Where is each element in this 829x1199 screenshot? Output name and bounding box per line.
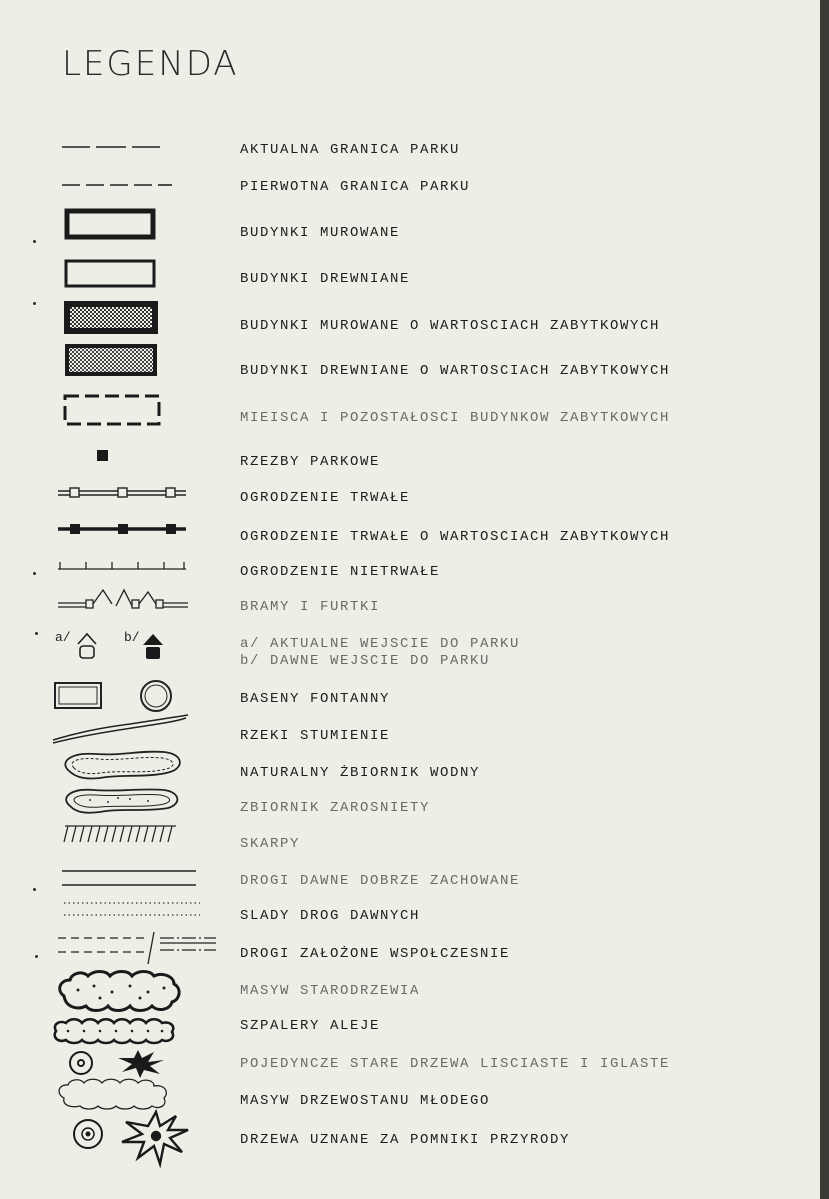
legend-label: OGRODZENIE TRWAŁE [240,490,411,506]
pool-fountain-icon [52,678,178,714]
page-edge-shadow [820,0,829,1199]
monument-trees-icon [66,1106,196,1172]
entrance-a-marker: a/ [55,630,71,645]
hatched-thick-rectangle-icon [64,301,160,335]
legend-label: b/ DAWNE WEJSCIE DO PARKU [240,653,491,669]
river-line-icon [50,712,192,746]
legend-label: BUDYNKI MUROWANE [240,225,401,241]
old-tree-mass-icon [54,968,186,1014]
scan-speck [33,302,36,305]
legend-label: a/ AKTUALNE WEJSCIE DO PARKU [240,636,521,652]
gates-icon [56,584,192,614]
legend-label: SKARPY [240,836,301,852]
legend-label: SZPALERY ALEJE [240,1018,381,1034]
hatched-thin-rectangle-icon [64,343,160,377]
fence-open-squares-icon [56,484,190,502]
dotted-road-icon [60,898,204,922]
overgrown-pond-icon [60,784,184,816]
fence-ticks-icon [56,558,190,574]
scan-speck [35,632,38,635]
dashed-rectangle-icon [62,392,162,428]
dashed-road-icon [56,928,220,968]
fence-filled-squares-icon [56,520,190,538]
legend-label: MASYW DRZEWOSTANU MŁODEGO [240,1093,491,1109]
small-square-icon [95,448,111,464]
scan-speck [35,955,38,958]
legend-title: LEGENDA [62,44,239,84]
legend-label: ZBIORNIK ZAROSNIETY [240,800,431,816]
legend-label: BUDYNKI MUROWANE O WARTOSCIACH ZABYTKOWYCH [240,318,661,334]
thick-rectangle-icon [64,208,158,240]
legend-label: BRAMY I FURTKI [240,599,381,615]
legend-label: NATURALNY ŻBIORNIK WODNY [240,765,481,781]
solid-dash-line-icon [60,140,170,154]
tree-rows-icon [50,1016,180,1046]
current-entrance-arrow-icon [74,630,100,664]
legend-label: AKTUALNA GRANICA PARKU [240,142,461,158]
legend-label: DROGI ZAŁOŻONE WSPOŁCZESNIE [240,946,511,962]
legend-label: OGRODZENIE TRWAŁE O WARTOSCIACH ZABYTKOWYCH [240,529,671,545]
single-trees-icon [66,1046,176,1080]
legend-label: BUDYNKI DREWNIANE O WARTOSCIACH ZABYTKOWYCH [240,363,671,379]
legend-label: BASENY FONTANNY [240,691,391,707]
double-line-road-icon [60,866,200,890]
legend-label: POJEDYNCZE STARE DRZEWA LISCIASTE I IGLASTE [240,1056,671,1072]
scan-speck [33,572,36,575]
legend-label: DRZEWA UZNANE ZA POMNIKI PRZYRODY [240,1132,571,1148]
legend-label: RZEKI STUMIENIE [240,728,391,744]
legend-label: DROGI DAWNE DOBRZE ZACHOWANE [240,873,521,889]
legend-label: PIERWOTNA GRANICA PARKU [240,179,471,195]
legend-label: OGRODZENIE NIETRWAŁE [240,564,441,580]
water-body-icon [60,748,186,782]
legend-label: MASYW STARODRZEWIA [240,983,421,999]
legend-label: SLADY DROG DAWNYCH [240,908,421,924]
legend-label: RZEZBY PARKOWE [240,454,381,470]
entrance-b-marker: b/ [124,630,140,645]
thin-rectangle-icon [64,258,158,290]
slope-hatch-icon [62,822,182,846]
scan-speck [33,888,36,891]
legend-label: BUDYNKI DREWNIANE [240,271,411,287]
scan-speck [33,240,36,243]
legend-label: MIEISCA I POZOSTAŁOSCI BUDYNKOW ZABYTKOWYCH [240,410,671,426]
short-dash-line-icon [60,178,175,192]
former-entrance-arrow-icon [140,630,166,664]
